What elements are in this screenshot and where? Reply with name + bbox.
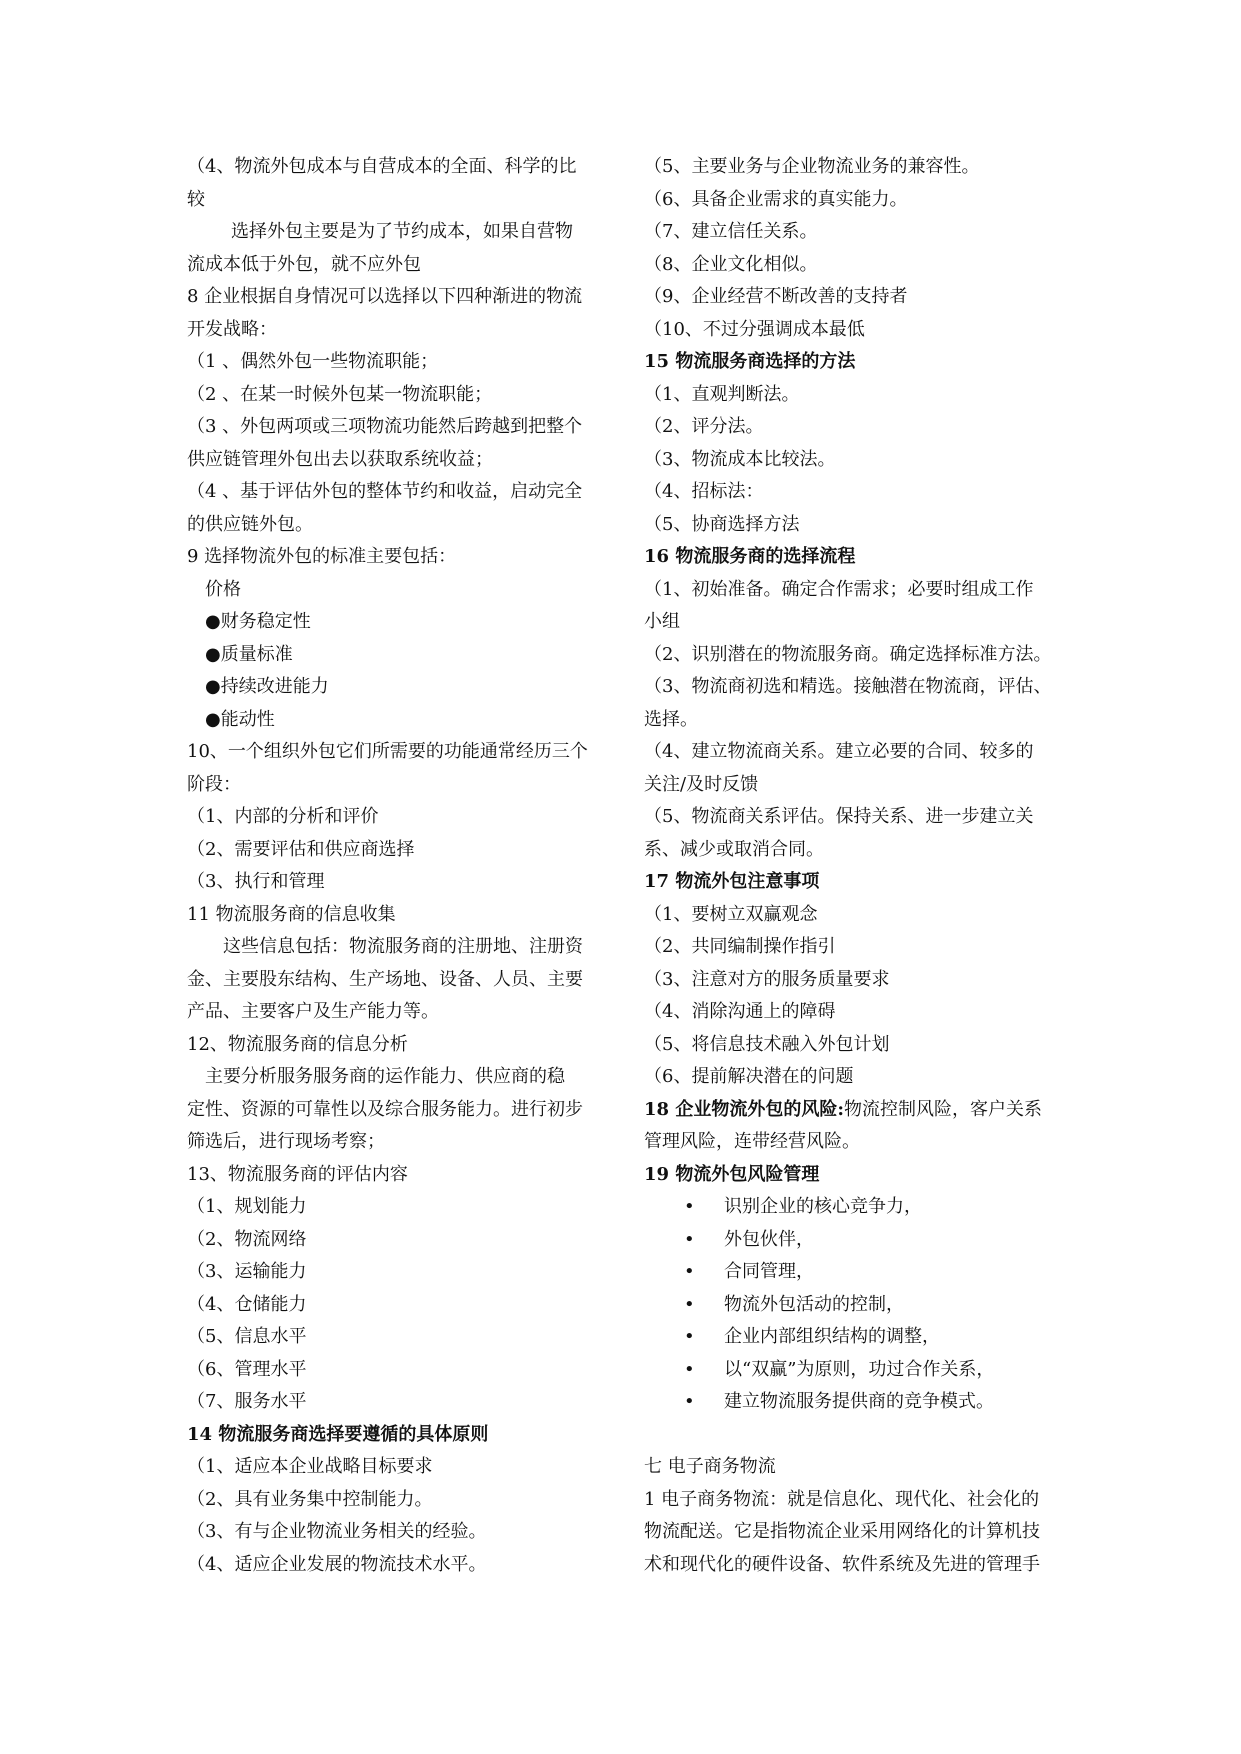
text-line: （1、直观判断法。 — [644, 383, 800, 405]
text-line: （3、运输能力 — [187, 1261, 307, 1282]
risk-line-2: 管理风险，连带经营风险。 — [644, 1131, 860, 1152]
bullet-icon: • — [684, 1196, 695, 1217]
text-line: 主要分析服务服务商的运作能力、供应商的稳 — [205, 1066, 565, 1087]
text-line: 8 企业根据自身情况可以选择以下四种渐进的物流 — [187, 286, 583, 307]
section-7-body — [644, 1484, 1060, 1582]
risk-management-heading: 19 物流外包风险管理 — [644, 1163, 820, 1185]
bullet-icon: • — [684, 1326, 695, 1347]
risk-heading-line — [644, 1094, 1060, 1127]
text-line: 系、减少或取消合同。 — [644, 838, 824, 860]
text-line: ●持续改进能力 — [205, 676, 329, 697]
text-line: （2、需要评估和供应商选择 — [187, 838, 415, 860]
text-line: （1、初始准备。确定合作需求；必要时组成工作 — [644, 578, 1034, 600]
text-line: 10、一个组织外包它们所需要的功能通常经历三个 — [187, 741, 588, 762]
text-line: （5、信息水平 — [187, 1326, 307, 1347]
text-line: 定性、资源的可靠性以及综合服务能力。进行初步 — [187, 1098, 583, 1120]
bullet-item — [644, 1386, 1060, 1419]
bullet-item — [644, 1224, 1060, 1257]
bullet-icon: • — [684, 1358, 695, 1380]
bullet-item — [644, 1289, 1060, 1322]
text-line: 14 物流服务商选择要遵循的具体原则 — [187, 1423, 489, 1445]
text-line: （4、建立物流商关系。建立必要的合同、较多的 — [644, 741, 1034, 762]
text-line: 价格 — [205, 578, 241, 600]
text-line: ●质量标准 — [205, 643, 293, 665]
text-line: （7、服务水平 — [187, 1391, 307, 1412]
text-line: （4、适应企业发展的物流技术水平。 — [187, 1553, 487, 1575]
text-line: 产品、主要客户及生产能力等。 — [187, 1001, 439, 1022]
bullet-icon: • — [684, 1391, 695, 1412]
text-line: （2 、在某一时候外包某一物流职能； — [187, 383, 493, 405]
text-line: （10、不过分强调成本最低 — [644, 318, 865, 340]
text-line: 9 选择物流外包的标准主要包括： — [187, 546, 457, 567]
text-line: 选择。 — [644, 708, 698, 730]
text-line: 术和现代化的硬件设备、软件系统及先进的管理手 — [644, 1553, 1040, 1575]
bullet-item — [644, 1321, 1060, 1354]
text-line: 16 物流服务商的选择流程 — [644, 546, 856, 567]
text-line: 15 物流服务商选择的方法 — [644, 351, 856, 372]
bullet-icon: • — [684, 1261, 695, 1282]
risk-management-list — [644, 1191, 1060, 1419]
risk-heading-bold: 18 企业物流外包的风险: — [644, 1098, 844, 1120]
text-line: （6、具备企业需求的真实能力。 — [644, 188, 908, 210]
text-line: 的供应链外包。 — [187, 513, 313, 535]
text-line: （3、物流商初选和精选。接触潜在物流商，评估、 — [644, 676, 1052, 697]
bullet-text: 企业内部组织结构的调整， — [724, 1326, 940, 1347]
text-line: （5、物流商关系评估。保持关系、进一步建立关 — [644, 806, 1034, 827]
text-line: 选择外包主要是为了节约成本，如果自营物 — [231, 221, 573, 242]
text-line: （3、有与企业物流业务相关的经验。 — [187, 1521, 487, 1542]
text-line: （3、注意对方的服务质量要求 — [644, 968, 890, 990]
text-line: 筛选后，进行现场考察； — [187, 1131, 385, 1152]
text-line: 较 — [187, 188, 205, 210]
text-line: （5、协商选择方法 — [644, 513, 800, 535]
text-line: 这些信息包括：物流服务商的注册地、注册资 — [223, 936, 583, 957]
text-line: （4 、基于评估外包的整体节约和收益，启动完全 — [187, 481, 583, 502]
text-line: （1、内部的分析和评价 — [187, 806, 379, 827]
text-line: （3、物流成本比较法。 — [644, 448, 836, 470]
text-line: 13、物流服务商的评估内容 — [187, 1163, 408, 1185]
text-line: （4、仓储能力 — [187, 1293, 307, 1315]
text-line: （1、适应本企业战略目标要求 — [187, 1456, 433, 1477]
text-line: （2、物流网络 — [187, 1228, 307, 1250]
text-line: 17 物流外包注意事项 — [644, 871, 820, 892]
text-line: （6、提前解决潜在的问题 — [644, 1066, 854, 1087]
text-line: （3、执行和管理 — [187, 871, 325, 892]
text-line: （1、规划能力 — [187, 1196, 307, 1217]
text-line: 小组 — [644, 611, 680, 632]
bullet-text: 物流外包活动的控制， — [724, 1293, 904, 1315]
bullet-text: 以“双赢”为原则，功过合作关系， — [724, 1358, 995, 1380]
bullet-icon: • — [684, 1293, 695, 1315]
text-line: （5、将信息技术融入外包计划 — [644, 1033, 890, 1055]
text-line: （7、建立信任关系。 — [644, 221, 818, 242]
bullet-text: 建立物流服务提供商的竞争模式。 — [724, 1391, 994, 1412]
text-line: （9、企业经营不断改善的支持者 — [644, 286, 908, 307]
text-line: 流成本低于外包，就不应外包 — [187, 253, 421, 275]
text-line: 1 电子商务物流：就是信息化、现代化、社会化的 — [644, 1488, 1040, 1510]
text-line: （1、要树立双赢观念 — [644, 903, 818, 925]
text-line: 关注/及时反馈 — [644, 773, 759, 795]
left-column — [187, 151, 599, 1581]
text-line: 供应链管理外包出去以获取系统收益； — [187, 448, 493, 470]
text-line: （2、评分法。 — [644, 416, 764, 437]
text-line: 11 物流服务商的信息收集 — [187, 903, 396, 925]
bullet-icon: • — [684, 1228, 695, 1250]
text-line: 12、物流服务商的信息分析 — [187, 1033, 408, 1055]
bullet-item — [644, 1354, 1060, 1387]
text-line: （3 、外包两项或三项物流功能然后跨越到把整个 — [187, 416, 583, 437]
bullet-text: 识别企业的核心竞争力， — [724, 1196, 922, 1217]
text-line: 开发战略： — [187, 318, 277, 340]
text-line: （5、主要业务与企业物流业务的兼容性。 — [644, 156, 980, 177]
text-line: （2、识别潜在的物流服务商。确定选择标准方法。 — [644, 643, 1052, 665]
bullet-text: 合同管理， — [724, 1261, 814, 1282]
text-line: （1 、偶然外包一些物流职能； — [187, 351, 439, 372]
text-line: （4、消除沟通上的障碍 — [644, 1001, 836, 1022]
risk-heading-text: 物流控制风险，客户关系 — [843, 1098, 1042, 1120]
text-line: （2、共同编制操作指引 — [644, 936, 836, 957]
text-line: 物流配送。它是指物流企业采用网络化的计算机技 — [644, 1521, 1040, 1542]
text-line: （2、具有业务集中控制能力。 — [187, 1488, 433, 1510]
text-line: （4、招标法： — [644, 481, 764, 502]
text-line: ●财务稳定性 — [205, 611, 311, 632]
bullet-item — [644, 1191, 1060, 1224]
text-line: （4、物流外包成本与自营成本的全面、科学的比 — [187, 156, 577, 177]
right-column — [644, 151, 1060, 1581]
bullet-text: 外包伙伴， — [724, 1228, 814, 1250]
text-line: （8、企业文化相似。 — [644, 253, 818, 275]
bullet-item — [644, 1256, 1060, 1289]
text-line: 阶段： — [187, 773, 241, 795]
right-column-lines — [644, 151, 1060, 1094]
text-line: （6、管理水平 — [187, 1358, 307, 1380]
section-7-heading: 七 电子商务物流 — [644, 1456, 776, 1477]
blank-spacer — [644, 1419, 1060, 1452]
text-line: ●能动性 — [205, 708, 275, 730]
text-line: 金、主要股东结构、生产场地、设备、人员、主要 — [187, 968, 583, 990]
